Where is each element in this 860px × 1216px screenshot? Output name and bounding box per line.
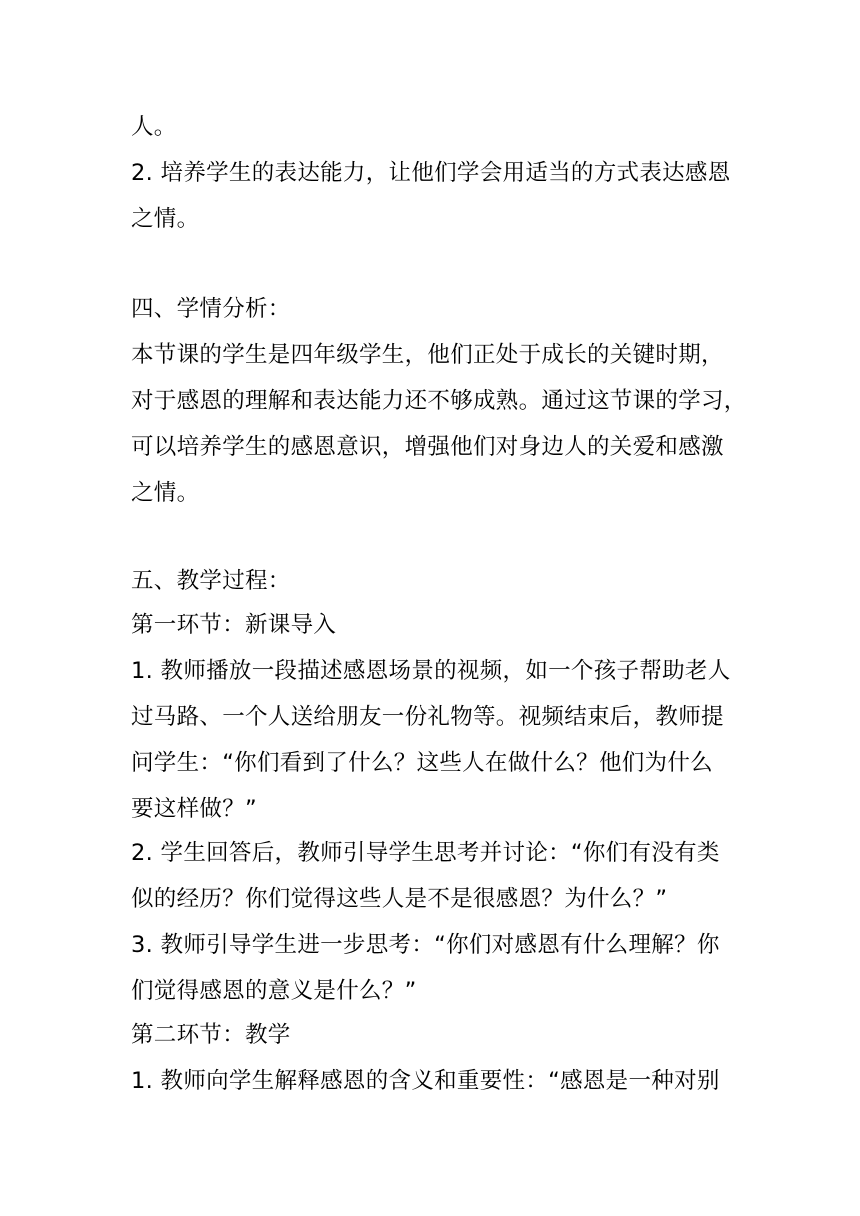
text-line: 似的经历？你们觉得这些人是不是很感恩？为什么？” bbox=[131, 886, 668, 912]
text-line: 人。 bbox=[131, 114, 177, 140]
text-line: 1. 教师向学生解释感恩的含义和重要性：“感恩是一种对别 bbox=[131, 1068, 720, 1094]
subsection-heading: 第一环节：新课导入 bbox=[131, 612, 337, 638]
text-line: 对于感恩的理解和表达能力还不够成熟。通过这节课的学习， bbox=[131, 388, 747, 414]
text-line: 可以培养学生的感恩意识，增强他们对身边人的关爱和感激 bbox=[131, 434, 724, 460]
section-heading: 五、教学过程： bbox=[131, 568, 291, 594]
text-line: 过马路、一个人送给朋友一份礼物等。视频结束后，教师提 bbox=[131, 704, 724, 730]
text-line: 2. 学生回答后，教师引导学生思考并讨论：“你们有没有类 bbox=[131, 840, 720, 866]
text-line: 1. 教师播放一段描述感恩场景的视频，如一个孩子帮助老人 bbox=[131, 658, 731, 684]
text-line: 本节课的学生是四年级学生，他们正处于成长的关键时期， bbox=[131, 342, 724, 368]
text-line: 3. 教师引导学生进一步思考：“你们对感恩有什么理解？你 bbox=[131, 932, 720, 958]
section-heading: 四、学情分析： bbox=[131, 296, 291, 322]
text-line: 问学生：“你们看到了什么？这些人在做什么？他们为什么 bbox=[131, 750, 713, 776]
text-line: 2. 培养学生的表达能力，让他们学会用适当的方式表达感恩 bbox=[131, 160, 731, 186]
text-line: 之情。 bbox=[131, 206, 200, 232]
text-line: 之情。 bbox=[131, 480, 200, 506]
text-line: 要这样做？” bbox=[131, 796, 257, 822]
subsection-heading: 第二环节：教学 bbox=[131, 1022, 291, 1048]
text-line: 们觉得感恩的意义是什么？” bbox=[131, 978, 417, 1004]
